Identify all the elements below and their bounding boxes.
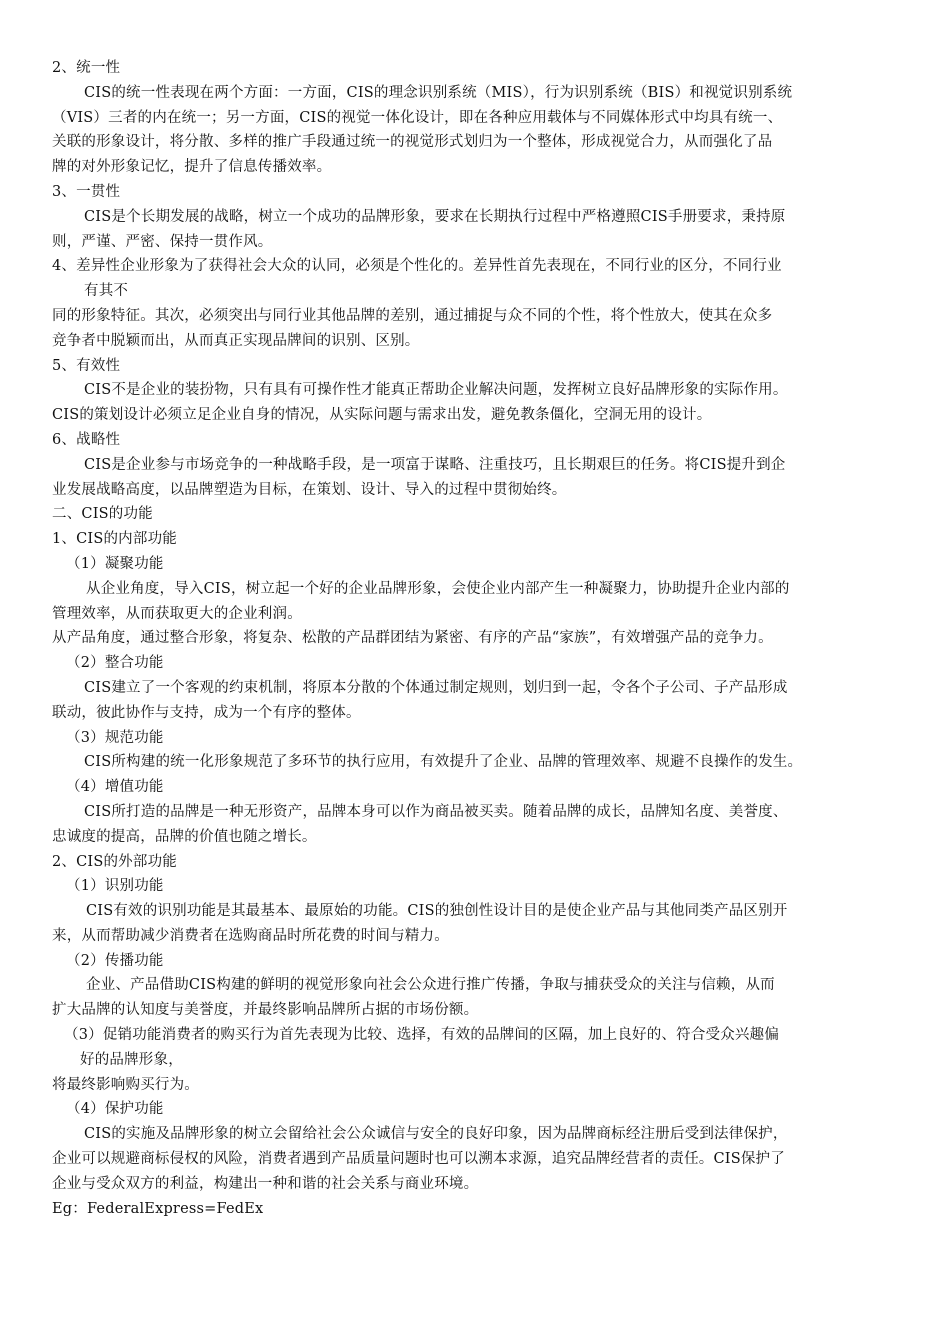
item-heading-integration: （2）整合功能: [66, 655, 164, 672]
subsection-heading-internal: 1、CIS的内部功能: [52, 531, 177, 548]
paragraph-line: CIS是个长期发展的战略，树立一个成功的品牌形象，要求在长期执行过程中严格遵照CIS手册要求，秉持原: [84, 208, 786, 225]
paragraph-line: 好的品牌形象，: [80, 1051, 183, 1068]
paragraph-line: CIS不是企业的装扮物，只有具有可操作性才能真正帮助企业解决问题，发挥树立良好品牌形象的实际作用。: [84, 382, 788, 399]
item-heading-communication: （2）传播功能: [66, 952, 164, 969]
item-heading-identification: （1）识别功能: [66, 878, 164, 895]
paragraph-line: CIS建立了一个客观的约束机制，将原本分散的个体通过制定规则，划归到一起，令各个子公司、子产品形成: [84, 679, 788, 696]
paragraph-line: 企业、产品借助CIS构建的鲜明的视觉形象向社会公众进行推广传播，争取与捕获受众的关注与信赖，从而: [86, 977, 775, 994]
paragraph-line: 有其不: [84, 283, 129, 300]
paragraph-line: 竞争者中脱颖而出，从而真正实现品牌间的识别、区别。: [52, 332, 420, 349]
paragraph-line: CIS所构建的统一化形象规范了多环节的执行应用，有效提升了企业、品牌的管理效率、规避不良操作的发生。: [84, 754, 803, 771]
heading-consistency: 3、一贯性: [52, 183, 121, 200]
paragraph-line: 业发展战略高度，以品牌塑造为目标，在策划、设计、导入的过程中贯彻始终。: [52, 481, 567, 498]
item-heading-cohesion: （1）凝聚功能: [66, 555, 164, 572]
paragraph-line: 则，严谨、严密、保持一贯作风。: [52, 233, 273, 250]
paragraph-line: 关联的形象设计，将分散、多样的推广手段通过统一的视觉形式划归为一个整体，形成视觉合力，从而强化了品: [52, 134, 773, 151]
item-heading-protection: （4）保护功能: [66, 1101, 164, 1118]
paragraph-line: 扩大品牌的认知度与美誉度，并最终影响品牌所占据的市场份额。: [52, 1002, 479, 1019]
paragraph-line: CIS是企业参与市场竞争的一种战略手段，是一项富于谋略、注重技巧，且长期艰巨的任务。将CIS提升到企: [84, 456, 786, 473]
heading-difference: 4、差异性企业形象为了获得社会大众的认同，必须是个性化的。差异性首先表现在，不同行业的区分，不同行业: [52, 258, 782, 275]
paragraph-line: 将最终影响购买行为。: [52, 1076, 199, 1093]
paragraph-line: 从产品角度，通过整合形象，将复杂、松散的产品群团结为紧密、有序的产品“家族”，有效增强产品的竞争力。: [52, 630, 773, 647]
paragraph-line: CIS有效的识别功能是其最基本、最原始的功能。CIS的独创性设计目的是使企业产品与其他同类产品区别开: [86, 903, 788, 920]
paragraph-line: 同的形象特征。其次，必须突出与同行业其他品牌的差别，通过捕捉与众不同的个性，将个性放大，使其在众多: [52, 307, 773, 324]
paragraph-line: CIS所打造的品牌是一种无形资产，品牌本身可以作为商品被买卖。随着品牌的成长，品牌知名度、美誉度、: [84, 803, 788, 820]
paragraph-line: 忠诚度的提高，品牌的价值也随之增长。: [52, 828, 317, 845]
paragraph-line: CIS的实施及品牌形象的树立会留给社会公众诚信与安全的良好印象，因为品牌商标经注册后受到法律保护，: [84, 1126, 788, 1143]
paragraph-line: 企业与受众双方的利益，构建出一种和谐的社会关系与商业环境。: [52, 1175, 479, 1192]
document-body: [52, 56, 910, 1221]
paragraph-line: CIS的策划设计必须立足企业自身的情况，从实际问题与需求出发，避免教条僵化，空洞无用的设计。: [52, 407, 712, 424]
item-heading-standardization: （3）规范功能: [66, 729, 164, 746]
subsection-heading-external: 2、CIS的外部功能: [52, 853, 177, 870]
paragraph-line: 联动，彼此协作与支持，成为一个有序的整体。: [52, 704, 361, 721]
item-heading-value-added: （4）增值功能: [66, 779, 164, 796]
paragraph-line: 从企业角度，导入CIS，树立起一个好的企业品牌形象，会使企业内部产生一种凝聚力，协助提升企业内部的: [86, 580, 790, 597]
paragraph-line: （VIS）三者的内在统一；另一方面，CIS的视觉一体化设计，即在各种应用载体与不同媒体形式中均具有统一、: [52, 109, 783, 126]
paragraph-line: 管理效率，从而获取更大的企业利润。: [52, 605, 302, 622]
paragraph-line: 来，从而帮助减少消费者在选购商品时所花费的时间与精力。: [52, 927, 449, 944]
paragraph-line: CIS的统一性表现在两个方面：一方面，CIS的理念识别系统（MIS），行为识别系统（BIS）和视觉识别系统: [84, 84, 793, 101]
paragraph-line: 牌的对外形象记忆，提升了信息传播效率。: [52, 159, 332, 176]
item-heading-promotion: （3）促销功能消费者的购买行为首先表现为比较、选择，有效的品牌间的区隔，加上良好的、符合受众兴趣偏: [64, 1027, 780, 1044]
section-heading-functions: 二、CIS的功能: [52, 506, 153, 523]
heading-effectiveness: 5、有效性: [52, 357, 121, 374]
heading-unity: 2、统一性: [52, 60, 121, 76]
heading-strategic: 6、战略性: [52, 431, 121, 448]
example-line: Eg：FederalExpress=FedEx: [52, 1200, 264, 1217]
paragraph-line: 企业可以规避商标侵权的风险，消费者遇到产品质量问题时也可以溯本求源，追究品牌经营者的责任。CIS保护了: [52, 1151, 785, 1168]
